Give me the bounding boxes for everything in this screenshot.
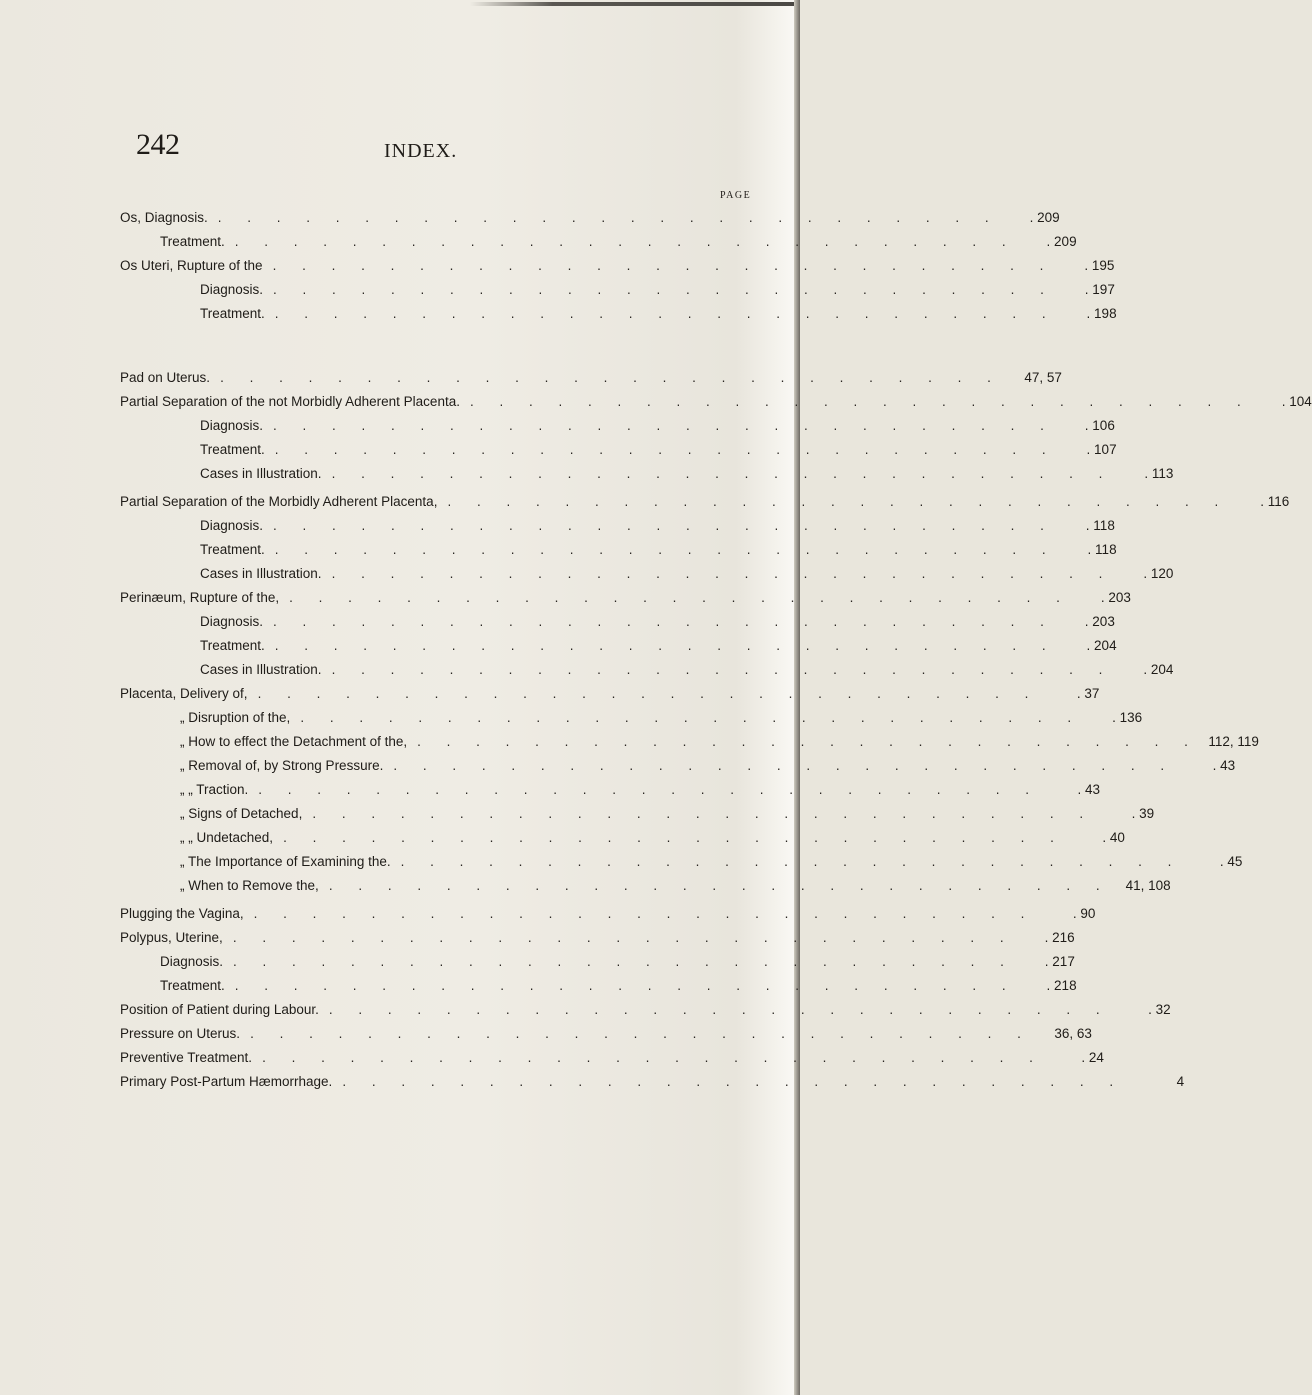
dot-leader: . . . . . . . . . . . . . . . . . . . . . . . . . . . bbox=[417, 733, 1199, 749]
entry-label: „ The Importance of Examining the. bbox=[180, 853, 391, 869]
dot-leader: . . . . . . . . . . . . . . . . . . . . . . . . . . . bbox=[447, 493, 1230, 509]
entry-page: . 120 bbox=[1143, 565, 1174, 581]
dot-leader: . . . . . . . . . . . . . . . . . . . . . . . . . . . bbox=[273, 613, 1055, 629]
entry-label: Cases in Illustration. bbox=[200, 565, 322, 581]
dot-leader: . . . . . . . . . . . . . . . . . . . . . . . . . . . bbox=[312, 805, 1095, 821]
dot-leader: . . . . . . . . . . . . . . . . . . . . . . . . . . . bbox=[234, 233, 1017, 249]
dot-leader: . . . . . . . . . . . . . . . . . . . . . . . . . . . bbox=[217, 209, 1000, 225]
dot-leader: . . . . . . . . . . . . . . . . . . . . . . . . . . . bbox=[233, 953, 1015, 969]
dot-leader: . . . . . . . . . . . . . . . . . . . . . . . . . . . bbox=[400, 853, 1183, 869]
entry-page: 41, 108 bbox=[1125, 877, 1171, 893]
index-entry bbox=[180, 826, 1125, 848]
entry-page: . 106 bbox=[1084, 417, 1115, 433]
entry-label: Cases in Illustration. bbox=[200, 465, 322, 481]
entry-page: . 203 bbox=[1100, 589, 1131, 605]
entry-label: „ „ Undetached, bbox=[180, 829, 274, 845]
entry-label: Treatment. bbox=[200, 305, 265, 321]
entry-page: . 209 bbox=[1029, 209, 1060, 225]
index-entry bbox=[160, 950, 1075, 972]
index-entry bbox=[120, 926, 1075, 948]
dot-leader: . . . . . . . . . . . . . . . . . . . . . . . . . . . bbox=[274, 305, 1057, 321]
index-entry bbox=[180, 706, 1143, 728]
index-entry bbox=[120, 1070, 1185, 1092]
index-entry bbox=[200, 302, 1117, 324]
index-entry bbox=[120, 1046, 1104, 1068]
index-entry bbox=[180, 874, 1171, 896]
index-entry bbox=[120, 490, 1290, 512]
entry-label: Treatment. bbox=[200, 541, 265, 557]
dot-leader: . . . . . . . . . . . . . . . . . . . . . . . . . . . bbox=[253, 905, 1036, 921]
entry-page: 47, 57 bbox=[1024, 369, 1062, 385]
entry-page: . 204 bbox=[1086, 637, 1117, 653]
index-entry bbox=[180, 730, 1259, 752]
dot-leader: . . . . . . . . . . . . . . . . . . . . . . . . . . . bbox=[272, 257, 1055, 273]
dot-leader: . . . . . . . . . . . . . . . . . . . . . . . . . . . bbox=[262, 1049, 1044, 1065]
entry-page: . 136 bbox=[1112, 709, 1143, 725]
entry-page: . 218 bbox=[1046, 977, 1077, 993]
entry-label: Treatment. bbox=[200, 441, 265, 457]
page-number: 242 bbox=[136, 128, 180, 161]
entry-label: Treatment. bbox=[160, 977, 225, 993]
entry-label: Diagnosis. bbox=[200, 517, 264, 533]
entry-page: . 113 bbox=[1144, 465, 1174, 481]
dot-leader: . . . . . . . . . . . . . . . . . . . . . . . . . . . bbox=[274, 637, 1057, 653]
index-entry bbox=[180, 778, 1101, 800]
index-entry bbox=[160, 974, 1077, 996]
index-entry bbox=[120, 366, 1062, 388]
entry-label: „ How to effect the Detachment of the, bbox=[180, 733, 408, 749]
index-entry bbox=[180, 754, 1236, 776]
entry-label: Cases in Illustration. bbox=[200, 661, 322, 677]
index-entry bbox=[120, 206, 1060, 228]
entry-label: Primary Post-Partum Hæmorrhage. bbox=[120, 1073, 333, 1089]
dot-leader: . . . . . . . . . . . . . . . . . . . . . . . . . . . bbox=[250, 1025, 1032, 1041]
entry-page: . 43 bbox=[1077, 781, 1101, 797]
entry-page: . 118 bbox=[1085, 517, 1115, 533]
entry-page: . 209 bbox=[1046, 233, 1077, 249]
entry-label: „ Removal of, by Strong Pressure. bbox=[180, 757, 384, 773]
entry-page: . 32 bbox=[1148, 1001, 1171, 1017]
entry-page: 36, 63 bbox=[1054, 1025, 1092, 1041]
entry-label: Polypus, Uterine, bbox=[120, 929, 223, 945]
index-entry bbox=[200, 562, 1174, 584]
entry-page: . 195 bbox=[1084, 257, 1115, 273]
index-entry bbox=[200, 278, 1115, 300]
dot-leader: . . . . . . . . . . . . . . . . . . . . . . . . . . . bbox=[220, 369, 1002, 385]
index-entry bbox=[120, 998, 1171, 1020]
entry-label: Plugging the Vagina, bbox=[120, 905, 244, 921]
entry-label: Placenta, Delivery of, bbox=[120, 685, 248, 701]
entry-page: 4 bbox=[1176, 1073, 1185, 1089]
entry-page: . 216 bbox=[1044, 929, 1075, 945]
index-entry bbox=[120, 902, 1096, 924]
entry-page: . 217 bbox=[1044, 953, 1075, 969]
entry-label: Diagnosis. bbox=[200, 613, 264, 629]
entry-label: „ Disruption of the, bbox=[180, 709, 291, 725]
index-entry bbox=[200, 610, 1115, 632]
entry-page: . 198 bbox=[1086, 305, 1117, 321]
index-entry bbox=[120, 390, 1312, 412]
entry-label: Os, Diagnosis. bbox=[120, 209, 208, 225]
index-entry bbox=[200, 634, 1117, 656]
entry-page: . 37 bbox=[1076, 685, 1100, 701]
index-entry bbox=[120, 254, 1115, 276]
dot-leader: . . . . . . . . . . . . . . . . . . . . . . . . . . . bbox=[331, 661, 1114, 677]
entry-page: 112, 119 bbox=[1208, 733, 1259, 749]
entry-label: „ When to Remove the, bbox=[180, 877, 319, 893]
index-entry bbox=[180, 802, 1155, 824]
entry-label: „ Signs of Detached, bbox=[180, 805, 303, 821]
entry-label: Pressure on Uterus. bbox=[120, 1025, 241, 1041]
dot-leader: . . . . . . . . . . . . . . . . . . . . . . . . . . . bbox=[331, 565, 1114, 581]
dot-leader: . . . . . . . . . . . . . . . . . . . . . . . . . . . bbox=[393, 757, 1176, 773]
page-column-label: PAGE bbox=[720, 190, 752, 201]
dot-leader: . . . . . . . . . . . . . . . . . . . . . . . . . . . bbox=[232, 929, 1015, 945]
page-title: INDEX. bbox=[384, 140, 458, 162]
entry-page: . 24 bbox=[1081, 1049, 1104, 1065]
index-entry bbox=[200, 462, 1174, 484]
dot-leader: . . . . . . . . . . . . . . . . . . . . . . . . . . . bbox=[274, 541, 1057, 557]
index-entry bbox=[200, 538, 1117, 560]
entry-label: Os Uteri, Rupture of the bbox=[120, 257, 263, 273]
dot-leader: . . . . . . . . . . . . . . . . . . . . . . . . . . . bbox=[331, 465, 1114, 481]
entry-label: „ „ Traction. bbox=[180, 781, 249, 797]
entry-label: Diagnosis. bbox=[200, 417, 264, 433]
entry-page: . 90 bbox=[1072, 905, 1096, 921]
entry-label: Pad on Uterus. bbox=[120, 369, 211, 385]
dot-leader: . . . . . . . . . . . . . . . . . . . . . . . . . . . bbox=[283, 829, 1065, 845]
index-entry bbox=[200, 438, 1117, 460]
entry-page: . 40 bbox=[1102, 829, 1125, 845]
entry-label: Diagnosis. bbox=[200, 281, 264, 297]
index-entry bbox=[200, 514, 1115, 536]
dot-leader: . . . . . . . . . . . . . . . . . . . . . . . . . . . bbox=[274, 441, 1057, 457]
entry-label: Diagnosis. bbox=[160, 953, 224, 969]
entry-page: . 116 bbox=[1260, 493, 1290, 509]
dot-leader: . . . . . . . . . . . . . . . . . . . . . . . . . . . bbox=[342, 1073, 1125, 1089]
entry-label: Treatment. bbox=[200, 637, 265, 653]
index-entry bbox=[120, 586, 1131, 608]
top-edge-shadow bbox=[470, 2, 800, 6]
dot-leader: . . . . . . . . . . . . . . . . . . . . . . . . . . . bbox=[469, 393, 1252, 409]
entry-page: . 204 bbox=[1143, 661, 1174, 677]
entry-page: . 107 bbox=[1086, 441, 1117, 457]
entry-label: Preventive Treatment. bbox=[120, 1049, 253, 1065]
entry-page: . 45 bbox=[1219, 853, 1243, 869]
dot-leader: . . . . . . . . . . . . . . . . . . . . . . . . . . . bbox=[328, 1001, 1111, 1017]
dot-leader: . . . . . . . . . . . . . . . . . . . . . . . . . . . bbox=[273, 417, 1055, 433]
entry-page: . 39 bbox=[1131, 805, 1155, 821]
index-entry bbox=[160, 230, 1077, 252]
dot-leader: . . . . . . . . . . . . . . . . . . . . . . . . . . . bbox=[300, 709, 1083, 725]
entry-page: . 104 bbox=[1281, 393, 1312, 409]
entry-label: Position of Patient during Labour. bbox=[120, 1001, 319, 1017]
dot-leader: . . . . . . . . . . . . . . . . . . . . . . . . . . . bbox=[328, 877, 1111, 893]
dot-leader: . . . . . . . . . . . . . . . . . . . . . . . . . . . bbox=[234, 977, 1017, 993]
index-entry bbox=[120, 682, 1100, 704]
index-entry bbox=[120, 1022, 1092, 1044]
entry-label: Partial Separation of the Morbidly Adherent Placenta, bbox=[120, 493, 438, 509]
entry-label: Perinæum, Rupture of the, bbox=[120, 589, 280, 605]
entry-page: . 118 bbox=[1087, 541, 1117, 557]
entry-page: . 197 bbox=[1084, 281, 1115, 297]
entry-label: Partial Separation of the not Morbidly Adherent Placenta. bbox=[120, 393, 460, 409]
dot-leader: . . . . . . . . . . . . . . . . . . . . . . . . . . . bbox=[257, 685, 1040, 701]
dot-leader: . . . . . . . . . . . . . . . . . . . . . . . . . . . bbox=[273, 281, 1055, 297]
entry-label: Treatment. bbox=[160, 233, 225, 249]
entry-page: . 43 bbox=[1212, 757, 1236, 773]
index-entry bbox=[180, 850, 1243, 872]
entry-page: . 203 bbox=[1084, 613, 1115, 629]
index-entry bbox=[200, 658, 1174, 680]
dot-leader: . . . . . . . . . . . . . . . . . . . . . . . . . . . bbox=[273, 517, 1055, 533]
index-entry bbox=[200, 414, 1115, 436]
dot-leader: . . . . . . . . . . . . . . . . . . . . . . . . . . . bbox=[258, 781, 1041, 797]
dot-leader: . . . . . . . . . . . . . . . . . . . . . . . . . . . bbox=[289, 589, 1071, 605]
